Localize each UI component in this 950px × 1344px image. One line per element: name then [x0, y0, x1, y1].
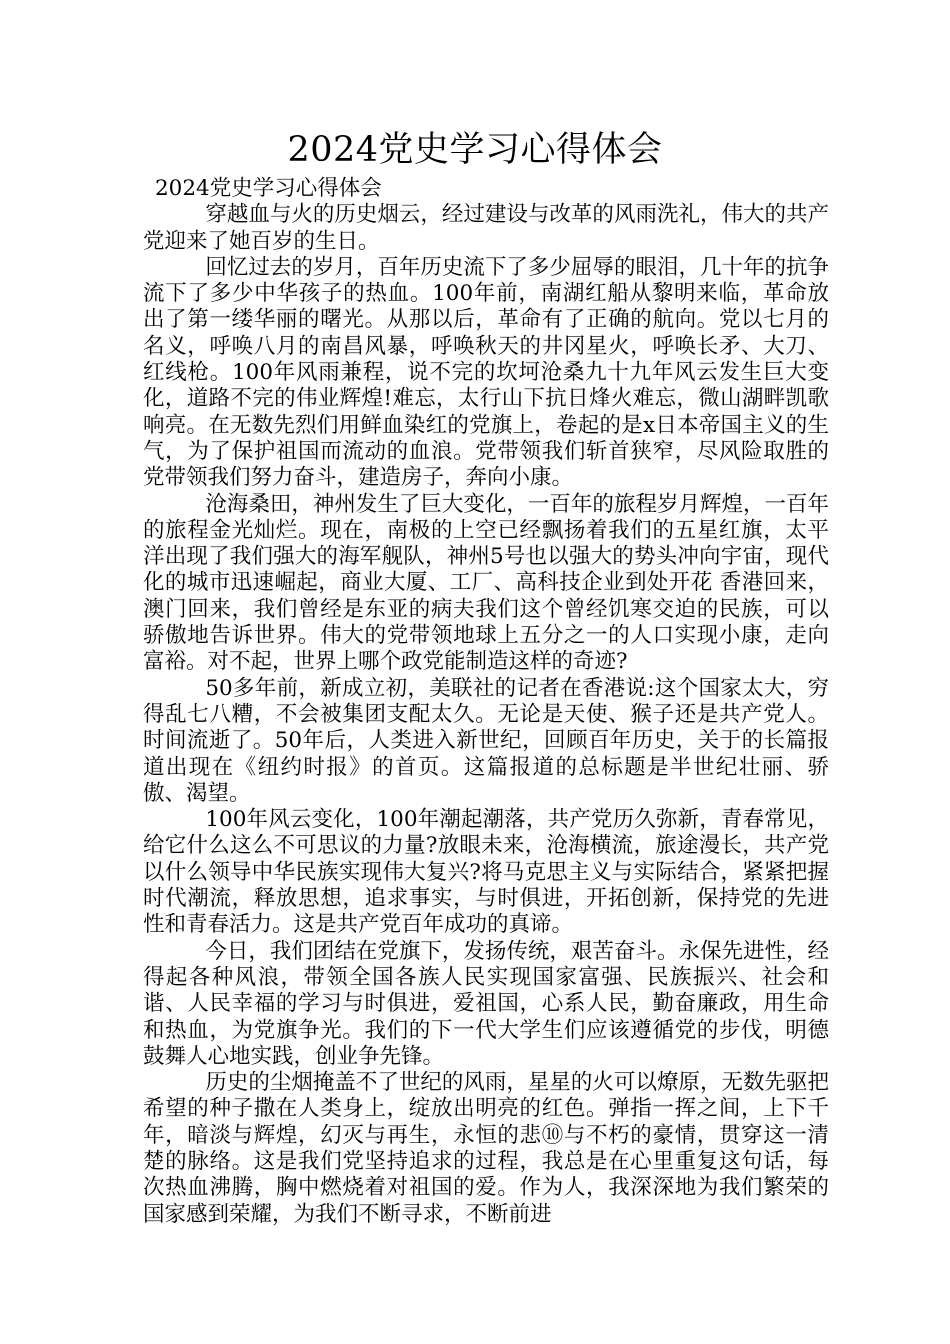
paragraph: 沧海桑田，神州发生了巨大变化，一百年的旅程岁月辉煌，一百年的旅程金光灿烂。现在，南极的上空已经飘扬着我们的五星红旗，太平洋出现了我们强大的海军舰队，神州5号也以强大的势头冲向宇宙，现代化的城市迅速崛起，商业大厦、工厂、高科技企业到处开花 香港回来，澳门回来，我们曾经是东亚的病夫我们这个曾经饥寒交迫的民族，可以骄傲地告诉世界。伟大的党带领地球上五分之一的人口实现小康，走向富裕。对不起，世界上哪个政党能制造这样的奇迹?: [143, 491, 829, 675]
paragraph: 100年风云变化，100年潮起潮落，共产党历久弥新，青春常见，给它什么这么不可思议的力量?放眼未来，沧海横流，旅途漫长，共产党以什么领导中华民族实现伟大复兴?将马克思主义与实际结合，紧紧把握时代潮流，释放思想，追求事实，与时俱进，开拓创新，保持党的先进性和青春活力。这是共产党百年成功的真谛。: [143, 807, 829, 938]
document-body: [143, 176, 829, 1228]
paragraph: 今日，我们团结在党旗下，发扬传统，艰苦奋斗。永保先进性，经得起各种风浪，带领全国各族人民实现国家富强、民族振兴、社会和谐、人民幸福的学习与时俱进，爱祖国，心系人民，勤奋廉政，用生命和热血，为党旗争光。我们的下一代大学生们应该遵循党的步伐，明德鼓舞人心地实践，创业争先锋。: [143, 938, 829, 1069]
document-title: 2024党史学习心得体会: [287, 130, 663, 170]
document-subtitle: 2024党史学习心得体会: [155, 176, 382, 201]
paragraph: 回忆过去的岁月，百年历史流下了多少屈辱的眼泪，几十年的抗争流下了多少中华孩子的热血。100年前，南湖红船从黎明来临，革命放出了第一缕华丽的曙光。从那以后，革命有了正确的航向。党以七月的名义，呼唤八月的南昌风暴，呼唤秋天的井冈星火，呼唤长矛、大刀、红线枪。100年风雨兼程，说不完的坎坷沧桑九十九年风云发生巨大变化，道路不完的伟业辉煌!难忘，太行山下抗日烽火难忘，微山湖畔凯歌响亮。在无数先烈们用鲜血染红的党旗上，卷起的是x日本帝国主义的生气，为了保护祖国而流动的血浪。党带领我们斩首狭窄，尽风险取胜的党带领我们努力奋斗，建造房子，奔向小康。: [143, 254, 829, 491]
paragraph: 穿越血与火的历史烟云，经过建设与改革的风雨洗礼，伟大的共产党迎来了她百岁的生日。: [143, 202, 829, 254]
paragraph: 历史的尘烟掩盖不了世纪的风雨，星星的火可以燎原，无数先驱把希望的种子撒在人类身上，绽放出明亮的红色。弹指一挥之间，上下千年，暗淡与辉煌，幻灭与再生，永恒的悲⑩与不朽的豪情，贯穿这一清楚的脉络。这是我们党坚持追求的过程，我总是在心里重复这句话，每次热血沸腾，胸中燃烧着对祖国的爱。作为人，我深深地为我们繁荣的国家感到荣耀，为我们不断寻求，不断前进: [143, 1070, 829, 1227]
paragraph: 50多年前，新成立初，美联社的记者在香港说:这个国家太大，穷得乱七八糟，不会被集团支配太久。无论是天使、猴子还是共产党人。时间流逝了。50年后，人类进入新世纪，回顾百年历史，关于的长篇报道出现在《纽约时报》的首页。这篇报道的总标题是半世纪壮丽、骄傲、渴望。: [143, 675, 829, 806]
